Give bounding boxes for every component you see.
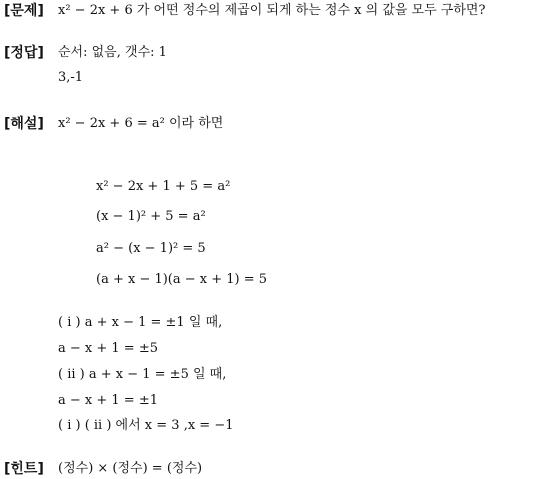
solution-step: a² − (x − 1)² = 5: [96, 241, 206, 256]
solution-case: a − x + 1 = ±1: [58, 393, 158, 408]
hint-label: [힌트]: [4, 461, 44, 477]
answer-line-1: 순서: 없음, 갯수: 1: [58, 45, 167, 60]
solution-step: (a + x − 1)(a − x + 1) = 5: [96, 272, 268, 287]
solution-intro: x² − 2x + 6 = a² 이라 하면: [58, 116, 224, 131]
answer-label: [정답]: [4, 45, 44, 61]
hint-text: (정수) × (정수) = (정수): [58, 461, 203, 476]
problem-text: x² − 2x + 6 가 어떤 정수의 제곱이 되게 하는 정수 x 의 값을 모두 구하면?: [58, 3, 486, 18]
solution-case: ( i ) a + x − 1 = ±1 일 때,: [58, 315, 223, 330]
answer-line-2: 3,-1: [58, 70, 84, 85]
solution-label: [해설]: [4, 116, 44, 132]
solution-conclusion: ( i ) ( ii ) 에서 x = 3 ,x = −1: [58, 418, 234, 433]
solution-step: (x − 1)² + 5 = a²: [96, 209, 206, 224]
solution-case: ( ii ) a + x − 1 = ±5 일 때,: [58, 367, 227, 382]
solution-case: a − x + 1 = ±5: [58, 341, 158, 356]
solution-step: x² − 2x + 1 + 5 = a²: [96, 179, 231, 194]
problem-label: [문제]: [4, 3, 44, 19]
